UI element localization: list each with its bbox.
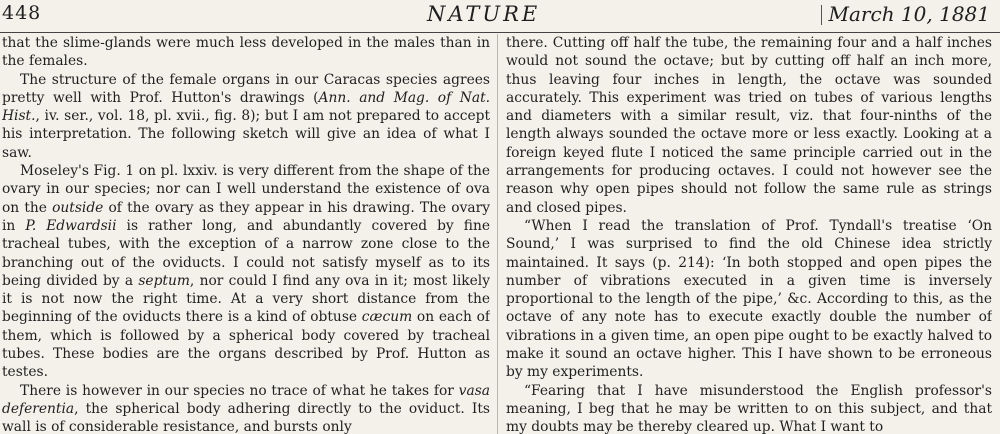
text-run: Moseley's Fig. 1 on pl. lxxiv. is very different from the shape of the ovary in our species; nor can I well understand the existence of ova on the	[2, 163, 490, 216]
text-run: , iv. ser., vol. 18, pl. xvii., fig. 8); but I am not prepared to accept his interpretation. The following sketch will give an idea of what I saw.	[2, 108, 490, 161]
italic-text: cæcum	[361, 309, 413, 326]
left-column	[2, 34, 490, 434]
text-run: “Fearing that I have misunderstood the English professor's meaning, I beg that he may be written to on this subject, and that my doubts may be thereby cleared up. What I want to	[506, 382, 992, 434]
paragraph	[506, 217, 992, 382]
text-run: “When I read the translation of Prof. Tyndall's treatise ‘On Sound,’ I was surprised to find the old Chinese idea strictly maintained. It says (p. 214): ‘In both stopped and open pipes the number of vibrations executed in a given time is inversely proportional to the length of the pipe,’ &c. According to this, as the octave of any note has to execute exactly double the number of vibrations in a given time, an open pipe ought to be exactly halved to make it sound an octave higher. This I have shown to be erroneous by my experiments.	[506, 217, 992, 381]
issue-date: March 10, 1881	[828, 2, 990, 26]
text-run: is rather long, and abundantly covered by fine tracheal tubes, with the exception of a narrow zone close to the branching out of the oviducts. I could not satisfy myself as to its being divided by a	[2, 217, 490, 289]
page-number: 448	[2, 2, 42, 24]
italic-text: septum	[138, 272, 190, 289]
italic-text: outside	[52, 199, 104, 216]
paragraph	[2, 34, 490, 71]
text-run: of the ovary as they appear in his drawing. The ovary in	[2, 199, 490, 234]
paragraph	[2, 382, 490, 434]
journal-title: NATURE	[427, 2, 541, 26]
paragraph	[506, 382, 992, 434]
text-run: that the slime-glands were much less developed in the males than in the females.	[2, 35, 490, 70]
text-run: The structure of the female organs in our Caracas species agrees pretty well with Prof. Hutton's drawings (	[2, 71, 490, 106]
header-rule	[0, 32, 1000, 33]
italic-text: P. Edwardsii	[25, 217, 117, 234]
paragraph	[506, 34, 992, 217]
text-run: on each of them, which is followed by a spherical body covered by tracheal tubes. These bodies are the organs described by Prof. Hutton as testes.	[2, 309, 490, 381]
text-run: , nor could I find any ova in it; most likely it is not now the right time. At a very short distance from the beginning of the oviducts there is a kind of obtuse	[2, 272, 490, 326]
column-divider	[497, 34, 498, 434]
paragraph	[2, 71, 490, 162]
text-run: there. Cutting off half the tube, the remaining four and a half inches would not sound the octave; but by cutting off half an inch more, thus leaving four inches in length, the octave was sounded accurately. This experiment was tried on tubes of various lengths and diameters with a similar result, viz. that four-ninths of the length always sounded the octave more or less exactly. Looking at a foreign keyed flute I noticed the same principle carried out in the arrangements for producing octaves. I could not however see the reason why open pipes should not follow the same rule as strings and closed pipes.	[506, 35, 992, 216]
italic-text: Ann. and Mag. of Nat. Hist.	[2, 89, 490, 125]
text-run: , the spherical body adhering directly to the oviduct. Its wall is of considerable resistance, and bursts only	[2, 400, 490, 434]
text-run: There is however in our species no trace of what he takes for	[20, 382, 459, 399]
paragraph	[2, 162, 490, 382]
italic-text: vasa deferentia	[2, 382, 490, 417]
right-column	[506, 34, 992, 434]
running-header	[0, 0, 1000, 34]
